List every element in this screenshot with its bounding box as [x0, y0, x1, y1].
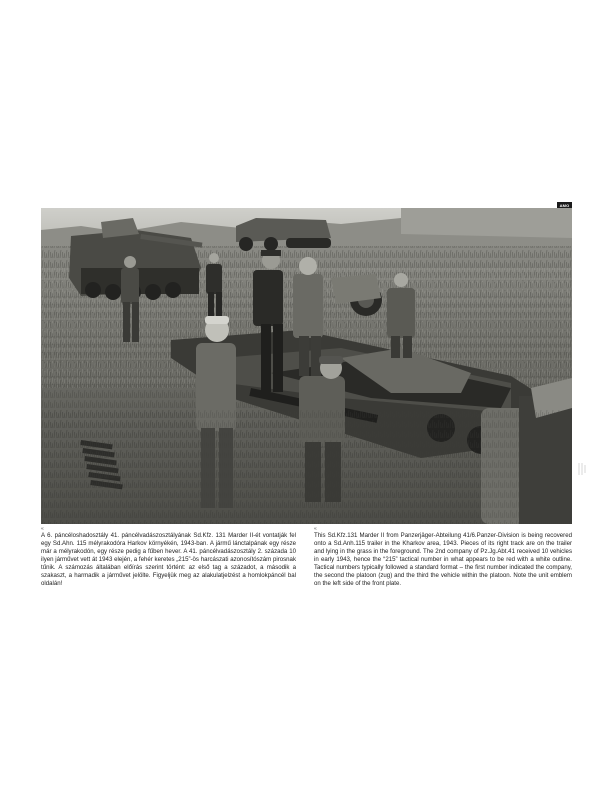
page-edge-mark — [578, 462, 586, 476]
caption-text: This Sd.Kfz.131 Marder II from Panzerjäger-Abteilung 41/6.Panzer-Division is being recovered onto a Sd.Anh.115 trailer in the Kharkov area, 1943. Pieces of its right track are on the trailer and lying in the grass in the foreground. The 2nd company of Pz.Jg.Abt.41 received 10 vehicles in early 1943, hence the “215” tactical number in what appears to be red with a white outline. Tactical numbers typically followed a standard format – the first number indicated the company, the second the platoon (zug) and the third the vehicle within the platoon. Note the unit emblem on the left side of the front plate. — [314, 532, 572, 587]
historic-photo-icon — [41, 208, 572, 524]
caption-marker: « — [41, 526, 44, 532]
caption-hungarian — [41, 527, 296, 588]
caption-text: A 6. páncéloshadosztály 41. páncélvadászosztályának Sd.Kfz. 131 Marder II-ét vontatják fel egy Sd.Ahn. 115 mélyrakodóra Harkov környékén, 1943-ban. A jármű lánctalpának egy része már a mélyrakodón, egy része pedig a fűben hever. A 41. páncélvadászosztály 2. százada 10 ilyen járművet vett át 1943 elején, a fehér keretes „215”-ös harcászati azonosítószám pirosnak tűnik. A számozás általában előírás szerint történt: az első tag a századot, a második a szakaszt, a harmadik a járművet jelölte. Figyeljük meg az alakulatjelzést a homlokpáncél bal oldalán! — [41, 532, 296, 587]
caption-english — [314, 527, 572, 588]
historic-photo — [41, 208, 572, 524]
caption-marker: « — [314, 526, 317, 532]
publisher-badge: AMO — [557, 202, 572, 209]
